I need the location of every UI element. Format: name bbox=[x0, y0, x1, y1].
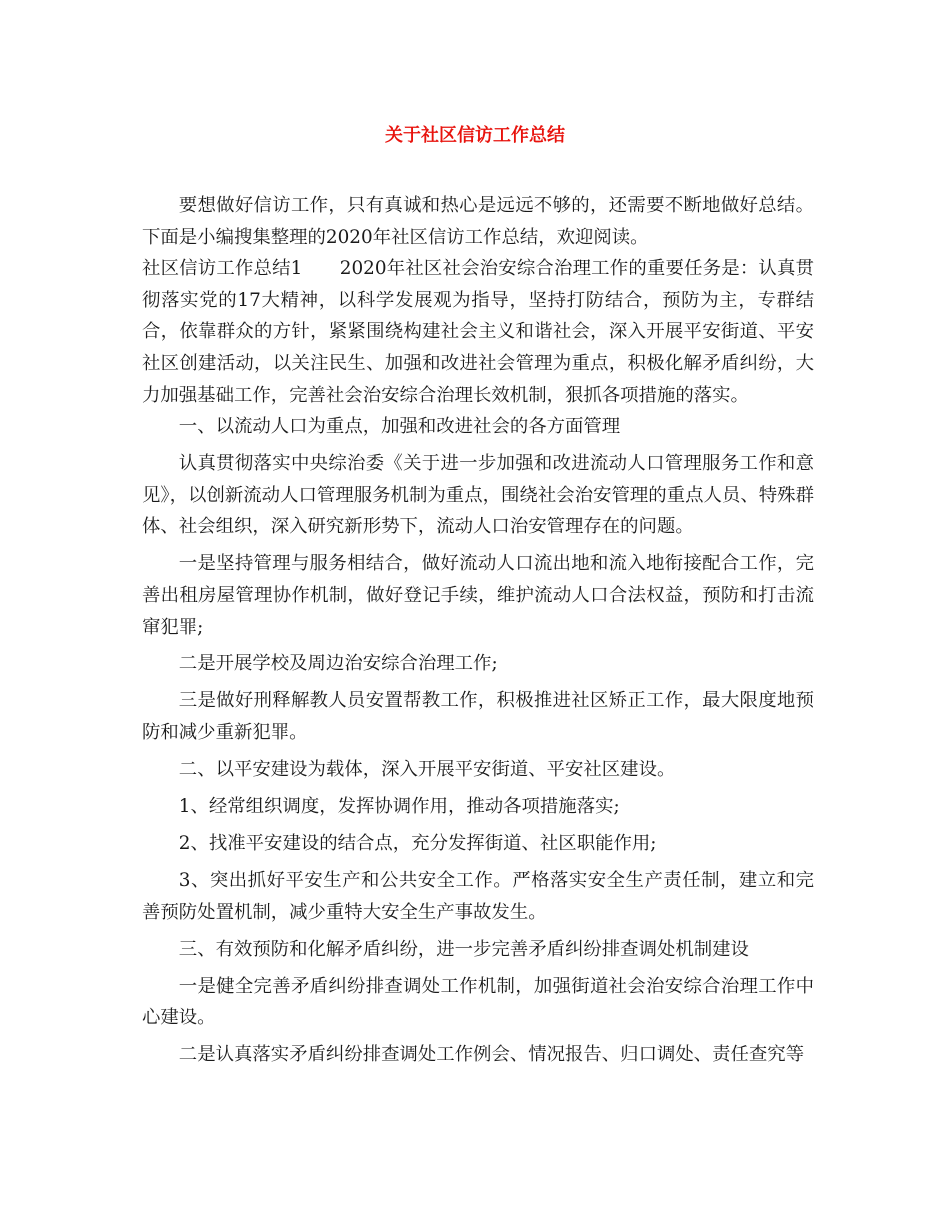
list-item-2: 2、找准平安建设的结合点，充分发挥街道、社区职能作用; bbox=[178, 833, 657, 855]
paragraph-intro: 要想做好信访工作，只有真诚和热心是远远不够的，还需要不断地做好总结。下面是小编搜集整理的2020年社区信访工作总结，欢迎阅读。 bbox=[142, 195, 814, 248]
list-item-1: 1、经常组织调度，发挥协调作用，推动各项措施落实; bbox=[178, 796, 620, 818]
section-heading-3: 三、有效预防和化解矛盾纠纷，进一步完善矛盾纠纷排查调处机制建设 bbox=[178, 938, 749, 960]
paragraph-point-2: 二是开展学校及周边治安综合治理工作; bbox=[178, 653, 498, 675]
paragraph-point-1: 一是坚持管理与服务相结合，做好流动人口流出地和流入地衔接配合工作，完善出租房屋管理协作机制，做好登记手续，维护流动人口合法权益，预防和打击流窜犯罪; bbox=[142, 553, 814, 638]
list-item-3: 3、突出抓好平安生产和公共安全工作。严格落实安全生产责任制，建立和完善预防处置机制，减少重特大安全生产事故发生。 bbox=[142, 870, 814, 923]
document-title: 关于社区信访工作总结 bbox=[385, 125, 565, 146]
paragraph-summary-1: 社区信访工作总结1 2020年社区社会治安综合治理工作的重要任务是：认真贯彻落实党的17大精神，以科学发展观为指导，坚持打防结合，预防为主，专群结合，依靠群众的方针，紧紧围绕构建社会主义和谐社会，深入开展平安街道、平安社区创建活动，以关注民生、加强和改进社会管理为重点，积极化解矛盾纠纷，大力加强基础工作，完善社会治安综合治理长效机制，狠抓各项措施的落实。 bbox=[142, 258, 814, 406]
section-heading-1: 一、以流动人口为重点，加强和改进社会的各方面管理 bbox=[178, 416, 621, 438]
paragraph-mechanism-2: 二是认真落实矛盾纠纷排查调处工作例会、情况报告、归口调处、责任查究等 bbox=[178, 1044, 805, 1066]
section-heading-2: 二、以平安建设为载体，深入开展平安街道、平安社区建设。 bbox=[178, 759, 676, 781]
paragraph-mechanism-1: 一是健全完善矛盾纠纷排查调处工作机制，加强街道社会治安综合治理工作中心建设。 bbox=[142, 975, 814, 1029]
paragraph-point-3: 三是做好刑释解教人员安置帮教工作，积极推进社区矫正工作，最大限度地预防和减少重新犯罪。 bbox=[142, 690, 814, 744]
document-body bbox=[142, 190, 814, 1076]
paragraph-floating-population: 认真贯彻落实中央综治委《关于进一步加强和改进流动人口管理服务工作和意见》，以创新流动人口管理服务机制为重点，围绕社会治安管理的重点人员、特殊群体、社会组织，深入研究新形势下，流动人口治安管理存在的问题。 bbox=[142, 453, 814, 538]
